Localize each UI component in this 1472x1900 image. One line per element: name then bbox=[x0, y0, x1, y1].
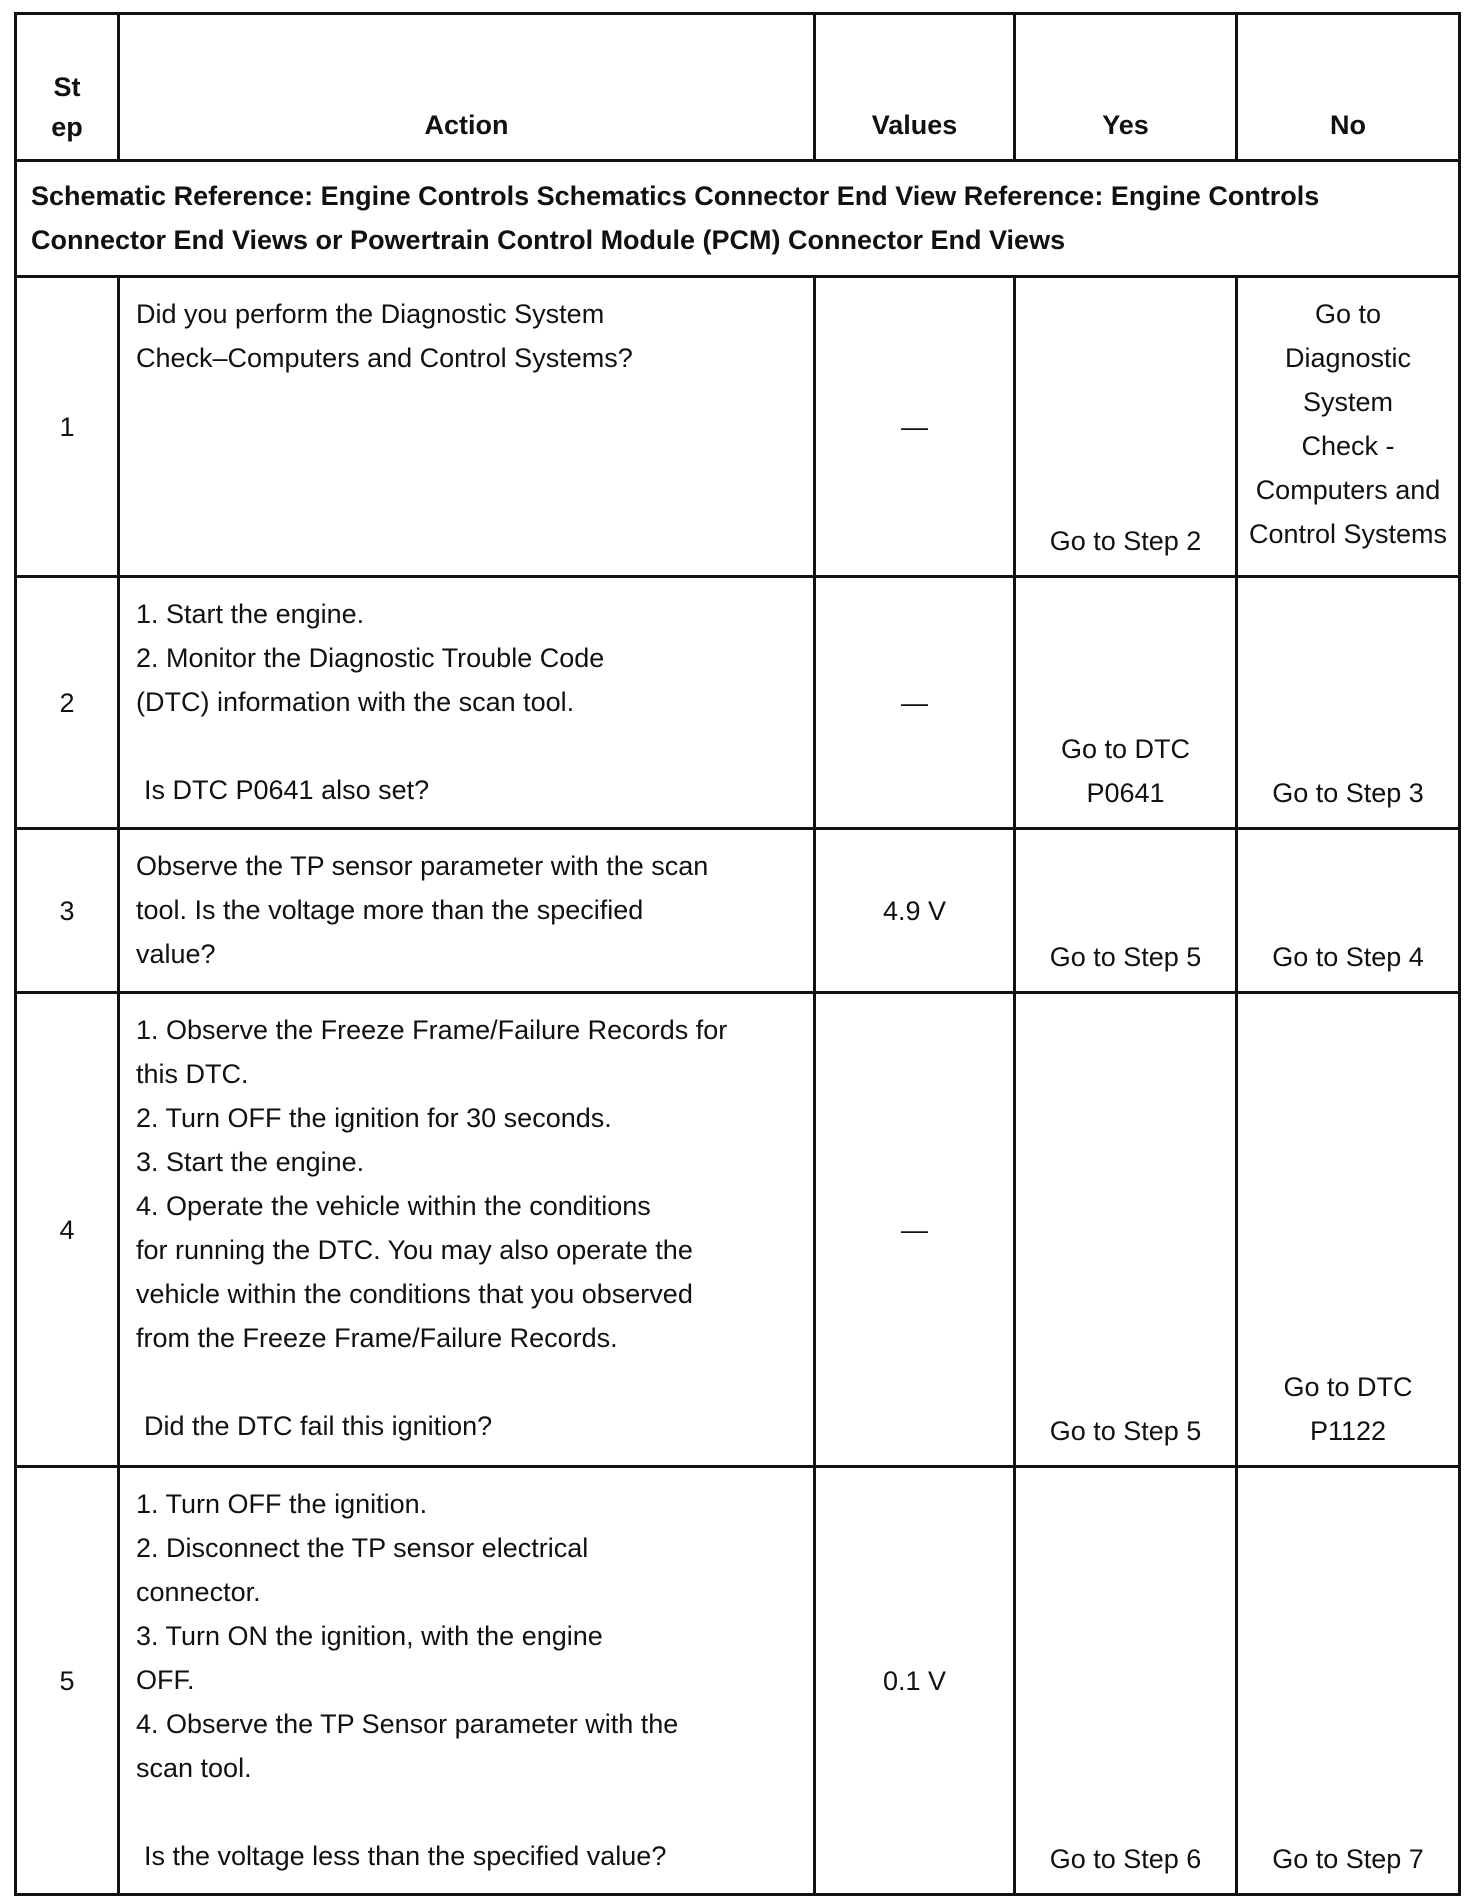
action-line: OFF. bbox=[136, 1665, 195, 1695]
yes-cell bbox=[1015, 577, 1237, 829]
step-number: 2 bbox=[16, 577, 119, 829]
action-line: 1. Turn OFF the ignition. bbox=[136, 1489, 428, 1519]
action-line: 3. Turn ON the ignition, with the engine bbox=[136, 1621, 603, 1651]
action-line: 1. Start the engine. bbox=[136, 599, 365, 629]
action-cell bbox=[119, 993, 815, 1467]
action-line: 4. Operate the vehicle within the conditions bbox=[136, 1191, 651, 1221]
step-row-4 bbox=[16, 993, 1460, 1467]
no-cell bbox=[1237, 1467, 1460, 1895]
action-line: Did you perform the Diagnostic System bbox=[136, 299, 605, 329]
step-number: 4 bbox=[16, 993, 119, 1467]
action-line: Check–Computers and Control Systems? bbox=[136, 343, 633, 373]
step-column-header bbox=[16, 14, 119, 161]
reference-line-2: Connector End Views or Powertrain Control Module (PCM) Connector End Views bbox=[31, 225, 1066, 255]
yes-column-header: Yes bbox=[1015, 14, 1237, 161]
action-line: Observe the TP sensor parameter with the scan bbox=[136, 851, 709, 881]
diagnostic-table-sheet bbox=[14, 12, 1458, 1896]
yes-link: Go to Step 5 bbox=[1049, 1416, 1202, 1446]
action-line: 4. Observe the TP Sensor parameter with the bbox=[136, 1709, 679, 1739]
no-cell bbox=[1237, 993, 1460, 1467]
no-column-header: No bbox=[1237, 14, 1460, 161]
yes-cell bbox=[1015, 1467, 1237, 1895]
no-link: Go to Step 3 bbox=[1272, 778, 1424, 808]
step-row-5 bbox=[16, 1467, 1460, 1895]
value-cell: — bbox=[815, 993, 1015, 1467]
no-cell bbox=[1237, 577, 1460, 829]
yes-link-line: P0641 bbox=[1086, 778, 1165, 808]
action-cell bbox=[119, 829, 815, 993]
no-link-line: Diagnostic bbox=[1284, 343, 1412, 373]
spacer bbox=[136, 1790, 801, 1834]
yes-link-line: Go to DTC bbox=[1060, 734, 1191, 764]
no-link-line: Check - bbox=[1301, 431, 1395, 461]
action-line: tool. Is the voltage more than the specified bbox=[136, 895, 644, 925]
action-line: value? bbox=[136, 939, 216, 969]
yes-cell bbox=[1015, 829, 1237, 993]
yes-cell bbox=[1015, 993, 1237, 1467]
action-question: Is the voltage less than the specified value? bbox=[144, 1841, 667, 1871]
action-line: for running the DTC. You may also operate the bbox=[136, 1235, 693, 1265]
spacer bbox=[136, 1360, 801, 1404]
yes-link: Go to Step 2 bbox=[1049, 526, 1202, 556]
no-cell bbox=[1237, 277, 1460, 577]
no-cell bbox=[1237, 829, 1460, 993]
action-line: vehicle within the conditions that you observed bbox=[136, 1279, 693, 1309]
schematic-reference bbox=[16, 161, 1460, 277]
no-link-line: P1122 bbox=[1309, 1416, 1387, 1446]
action-line: this DTC. bbox=[136, 1059, 249, 1089]
step-row-3 bbox=[16, 829, 1460, 993]
step-row-1 bbox=[16, 277, 1460, 577]
reference-row bbox=[16, 161, 1460, 277]
action-line: from the Freeze Frame/Failure Records. bbox=[136, 1323, 618, 1353]
yes-link: Go to Step 5 bbox=[1049, 942, 1202, 972]
action-column-header: Action bbox=[119, 14, 815, 161]
action-line: 1. Observe the Freeze Frame/Failure Records for bbox=[136, 1015, 728, 1045]
value-cell: 4.9 V bbox=[815, 829, 1015, 993]
no-link: Go to Step 4 bbox=[1272, 942, 1424, 972]
value-cell: 0.1 V bbox=[815, 1467, 1015, 1895]
step-header-line-2: ep bbox=[51, 112, 83, 142]
step-number: 5 bbox=[16, 1467, 119, 1895]
action-cell bbox=[119, 577, 815, 829]
action-line: scan tool. bbox=[136, 1753, 252, 1783]
action-question: Is DTC P0641 also set? bbox=[144, 775, 430, 805]
action-question: Did the DTC fail this ignition? bbox=[144, 1411, 493, 1441]
value-cell: — bbox=[815, 277, 1015, 577]
action-cell bbox=[119, 277, 815, 577]
values-column-header: Values bbox=[815, 14, 1015, 161]
value-cell: — bbox=[815, 577, 1015, 829]
action-line: (DTC) information with the scan tool. bbox=[136, 687, 575, 717]
header-row bbox=[16, 14, 1460, 161]
no-link-line: System bbox=[1302, 387, 1394, 417]
no-link: Go to Step 7 bbox=[1272, 1844, 1424, 1874]
reference-line-1: Schematic Reference: Engine Controls Schematics Connector End View Reference: Engine Controls bbox=[31, 181, 1320, 211]
action-cell bbox=[119, 1467, 815, 1895]
no-link-line: Go to DTC bbox=[1283, 1372, 1413, 1402]
action-line: 2. Monitor the Diagnostic Trouble Code bbox=[136, 643, 605, 673]
action-line: connector. bbox=[136, 1577, 261, 1607]
yes-cell bbox=[1015, 277, 1237, 577]
no-link-line: Control Systems bbox=[1248, 519, 1448, 549]
no-link-line: Computers and bbox=[1255, 475, 1441, 505]
step-number: 1 bbox=[16, 277, 119, 577]
action-line: 2. Turn OFF the ignition for 30 seconds. bbox=[136, 1103, 612, 1133]
action-line: 3. Start the engine. bbox=[136, 1147, 365, 1177]
action-line: 2. Disconnect the TP sensor electrical bbox=[136, 1533, 589, 1563]
step-row-2 bbox=[16, 577, 1460, 829]
spacer bbox=[136, 724, 801, 768]
no-link-line: Go to bbox=[1314, 299, 1382, 329]
yes-link: Go to Step 6 bbox=[1049, 1844, 1202, 1874]
step-number: 3 bbox=[16, 829, 119, 993]
diagnostic-table bbox=[14, 12, 1461, 1896]
step-header-line-1: St bbox=[53, 72, 81, 102]
